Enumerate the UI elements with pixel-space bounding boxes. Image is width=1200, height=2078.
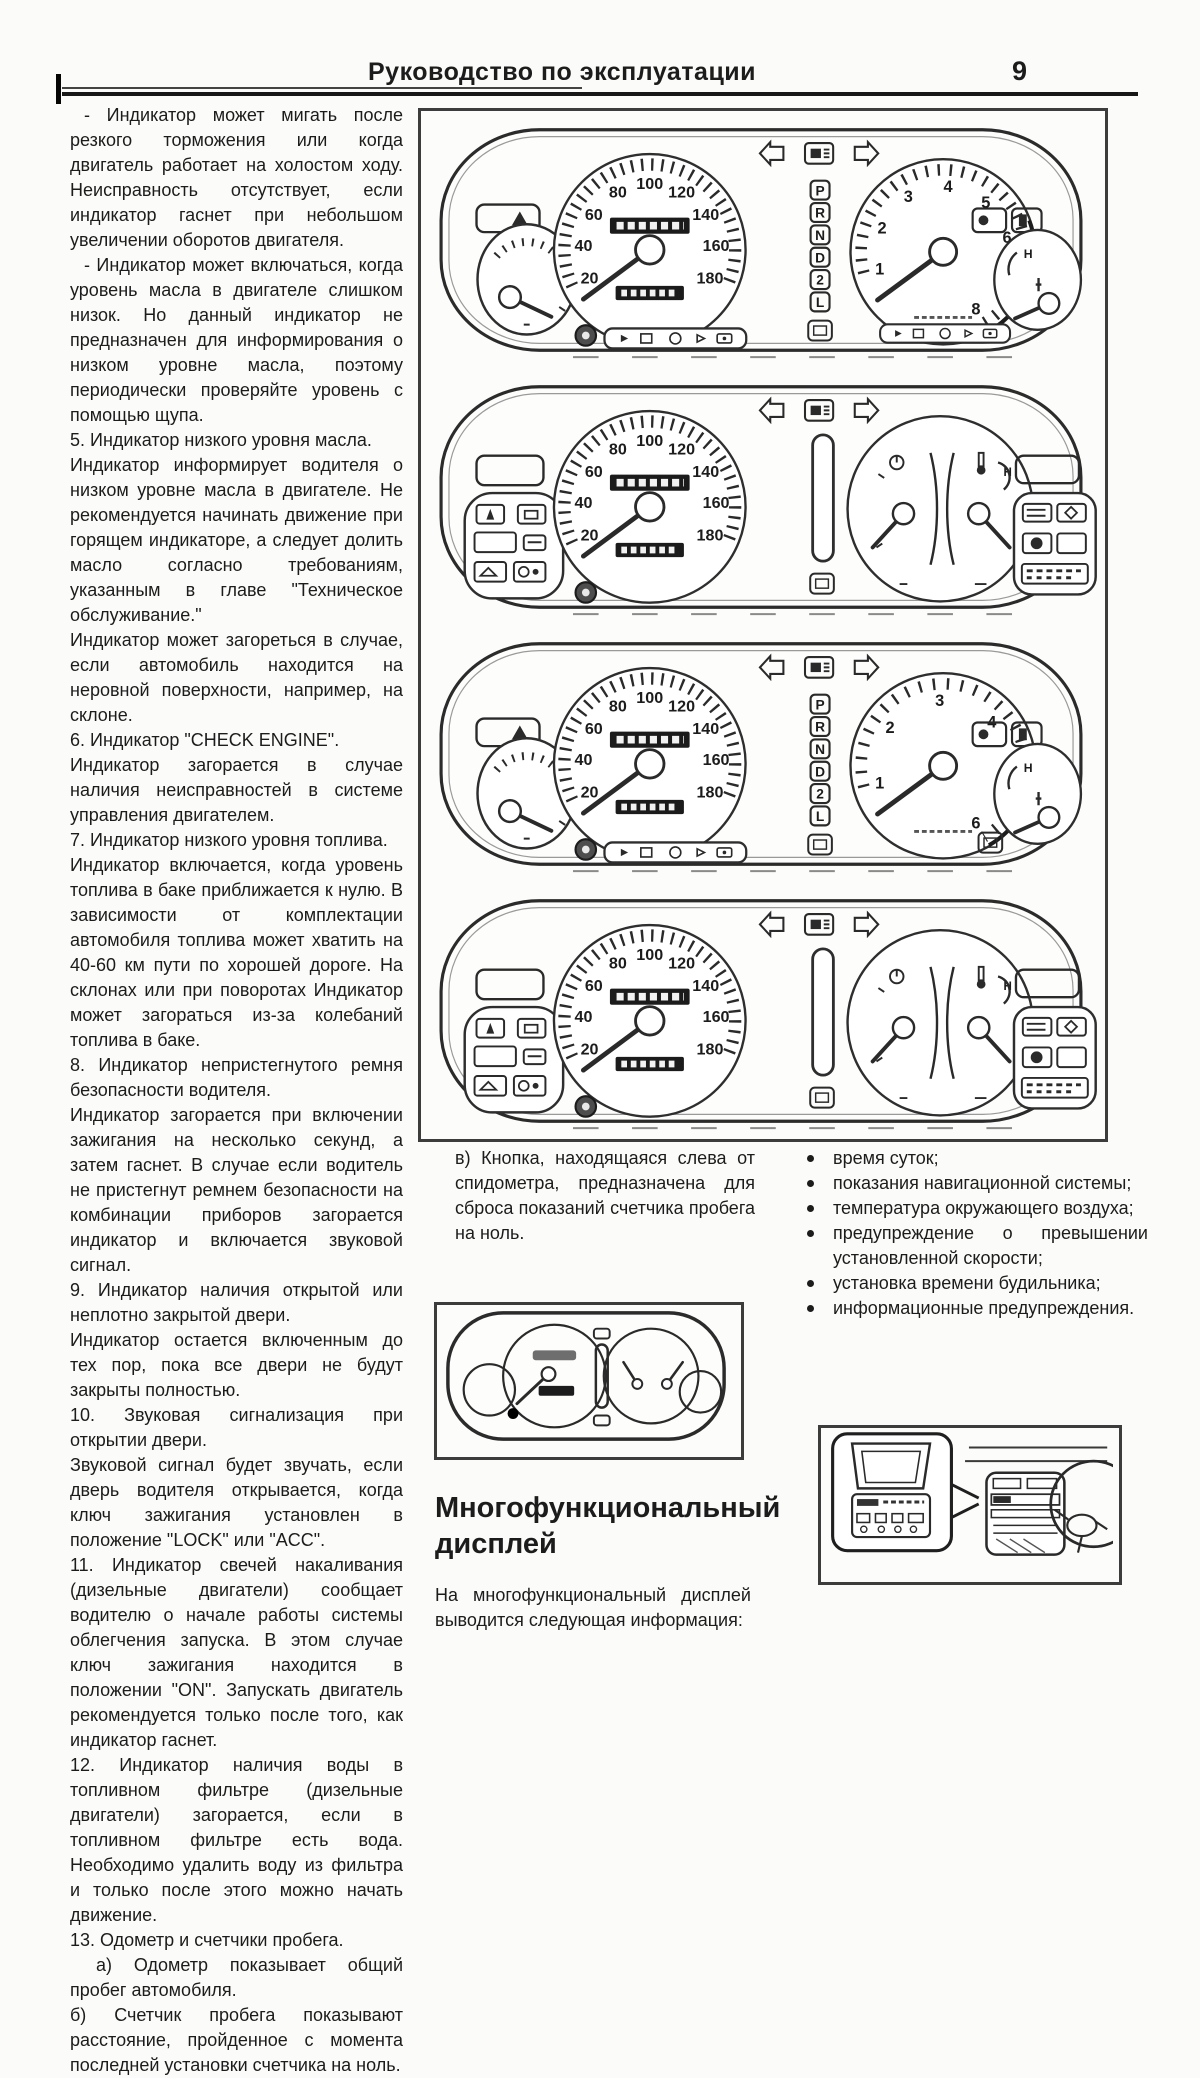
item-11-paragraph: 11. Индикатор свечей накаливания (дизельные двигатели) сообщает водителю о начале работы системы облегчения запуска. В этом случае ключ зажигания находится в положении "ON". Запускать двигатель рекомендуется только после того, как индикатор гаснет. <box>70 1555 403 1750</box>
list-item-text: информационные предупреждения. <box>833 1298 1135 1318</box>
instrument-cluster-figure <box>418 108 1108 1142</box>
trip-reset-button <box>576 839 596 859</box>
temperature-gauge <box>994 744 1081 844</box>
item-10-heading: 10. Звуковая сигнализация при открытии двери. <box>70 1405 403 1450</box>
paragraph: Индикатор информирует водителя о низком уровне масла в двигателе. Не рекомендуется начинать движение при горящем индикаторе, а следует долить масло согласно требованиям, указанным в главе "Техническое обслуживание." <box>70 455 403 625</box>
hub-left <box>632 1379 642 1389</box>
list-item-text: показания навигационной системы; <box>833 1173 1132 1193</box>
paragraph: Индикатор может загореться в случае, если автомобиль находится на неровной поверхности, например, на склоне. <box>70 630 403 725</box>
scan-artifact <box>56 74 61 104</box>
center-bar <box>813 949 834 1075</box>
lamp-strip-speedo <box>604 328 746 348</box>
bullet-icon <box>807 1155 814 1162</box>
list-item <box>805 1196 1148 1221</box>
list-item-text: температура окружающего воздуха; <box>833 1198 1134 1218</box>
sub-item-b: б) Счетчик пробега показывают расстояние, пройденное с момента последней установки счетчика на ноль. <box>70 2005 403 2075</box>
bullet-icon <box>807 1180 814 1187</box>
bullet-icon <box>807 1230 814 1237</box>
left-column <box>70 103 403 2078</box>
mfd-illustration <box>818 1425 1122 1585</box>
lamp-strip-tach <box>880 324 1010 342</box>
list-item-text: время суток; <box>833 1148 939 1168</box>
cluster-variant-d <box>422 885 1100 1137</box>
list-item <box>805 1146 1148 1171</box>
section-intro: На многофункциональный дисплей выводится следующая информация: <box>435 1585 751 1630</box>
fuel-temp-combined-gauge <box>848 416 1033 601</box>
trip-reset-button <box>576 1096 596 1116</box>
item-13-heading: 13. Одометр и счетчики пробега. <box>70 1930 344 1950</box>
item-6-heading: 6. Индикатор "CHECK ENGINE". <box>70 730 340 750</box>
hub-right <box>662 1379 672 1389</box>
page-title: Руководство по эксплуатации <box>368 58 757 86</box>
mini-cluster-sketch <box>437 1305 735 1451</box>
cluster-variant-c <box>422 628 1100 880</box>
paragraph: - Индикатор может мигать после резкого торможения или когда двигатель работает на холостом ходу. Неисправность отсутствует, если индикатор гаснет при небольшом увеличении оборотов двигателя. <box>70 105 403 250</box>
hub <box>542 1367 556 1381</box>
list-item <box>805 1171 1148 1196</box>
list-item-text: установка времени будильника; <box>833 1273 1101 1293</box>
list-item <box>805 1296 1148 1321</box>
item-8-heading: 8. Индикатор непристегнутого ремня безопасности водителя. <box>70 1055 403 1100</box>
bullet-icon <box>807 1205 814 1212</box>
bullet-icon <box>807 1280 814 1287</box>
list-item-text: предупреждение о превышении установленной скорости; <box>833 1223 1148 1268</box>
item-9-heading: 9. Индикатор наличия открытой или неплотно закрытой двери. <box>70 1280 403 1325</box>
speedometer <box>554 668 746 860</box>
speedometer <box>554 154 746 346</box>
mfd-sketch <box>821 1428 1113 1576</box>
trip-reset-button <box>576 582 596 602</box>
paragraph: Индикатор включается, когда уровень топлива в баке приближается к нулю. В зависимости от комплектации автомобиля топлива может хватить на 40-60 км пути по хорошей дороге. На склонах или при поворотах Индикатор может загораться из-за колебаний топлива в баке. <box>70 855 403 1050</box>
cluster-housing <box>448 1313 724 1439</box>
fuel-temp-combined-gauge <box>848 930 1033 1115</box>
reset-button-marker <box>508 1408 519 1419</box>
left-icon-panel <box>465 1007 563 1112</box>
header-rule-thin <box>62 87 582 89</box>
section-heading: Многофункциональный дисплей <box>435 1492 781 1560</box>
cluster-variant-a <box>422 114 1100 366</box>
speedometer <box>554 925 746 1117</box>
header-rule <box>62 92 1138 96</box>
temperature-gauge <box>994 230 1081 330</box>
left-icon-panel <box>465 493 563 598</box>
steering-wheel-hub <box>1067 1515 1096 1536</box>
paragraph: Индикатор загорается в случае наличия неисправностей в системе управления двигателем. <box>70 755 403 825</box>
paragraph: - Индикатор может включаться, когда уровень масла в двигателе слишком низок. Но данный индикатор не предназначен для информирования о низком уровне масла, поэтому периодически проверяйте уровень с помощью щупа. <box>70 255 403 425</box>
trip-reset-button <box>576 325 596 345</box>
reset-button-figure <box>434 1302 744 1460</box>
right-icon-panel <box>1014 493 1096 594</box>
sub-item-a: а) Одометр показывает общий пробег автомобиля. <box>70 1955 403 2000</box>
reset-button-caption: в) Кнопка, находящаяся слева от спидометра, предназначена для сброса показаний счетчика пробега на ноль. <box>455 1148 755 1243</box>
callout-tail <box>951 1484 978 1517</box>
paragraph: Индикатор остается включенным до тех пор, пока все двери не будут закрыты полностью. <box>70 1330 403 1400</box>
speedometer <box>554 411 746 603</box>
cluster-variant-b <box>422 371 1100 623</box>
item-5-heading: 5. Индикатор низкого уровня масла. <box>70 430 372 450</box>
odometer-bar <box>533 1350 576 1360</box>
paragraph: Звуковой сигнал будет звучать, если дверь водителя открывается, когда ключ зажигания установлен в положение "LOCK" или "ACC". <box>70 1455 403 1550</box>
mfd-info-list <box>805 1146 1148 1321</box>
right-icon-panel <box>1014 1007 1096 1108</box>
page-number: 9 <box>1012 56 1028 86</box>
trip-bar <box>539 1386 575 1396</box>
dashboard-lines <box>965 1447 1107 1461</box>
paragraph: Индикатор загорается при включении зажигания на несколько секунд, а затем гаснет. В случае если водитель не пристегнут ремнем безопасности на комбинации приборов загорается индикатор и включается звуковой сигнал. <box>70 1105 403 1275</box>
list-item <box>805 1221 1148 1271</box>
item-12-paragraph: 12. Индикатор наличия воды в топливном фильтре (дизельные двигатели) загорается, если в топливном фильтре есть вода. Необходимо удалить воду из фильтра и только после этого можно начать движение. <box>70 1755 403 1925</box>
list-item <box>805 1271 1148 1296</box>
center-bar <box>813 435 834 561</box>
item-7-heading: 7. Индикатор низкого уровня топлива. <box>70 830 388 850</box>
bullet-icon <box>807 1305 814 1312</box>
lamp-strip-speedo <box>604 842 746 862</box>
